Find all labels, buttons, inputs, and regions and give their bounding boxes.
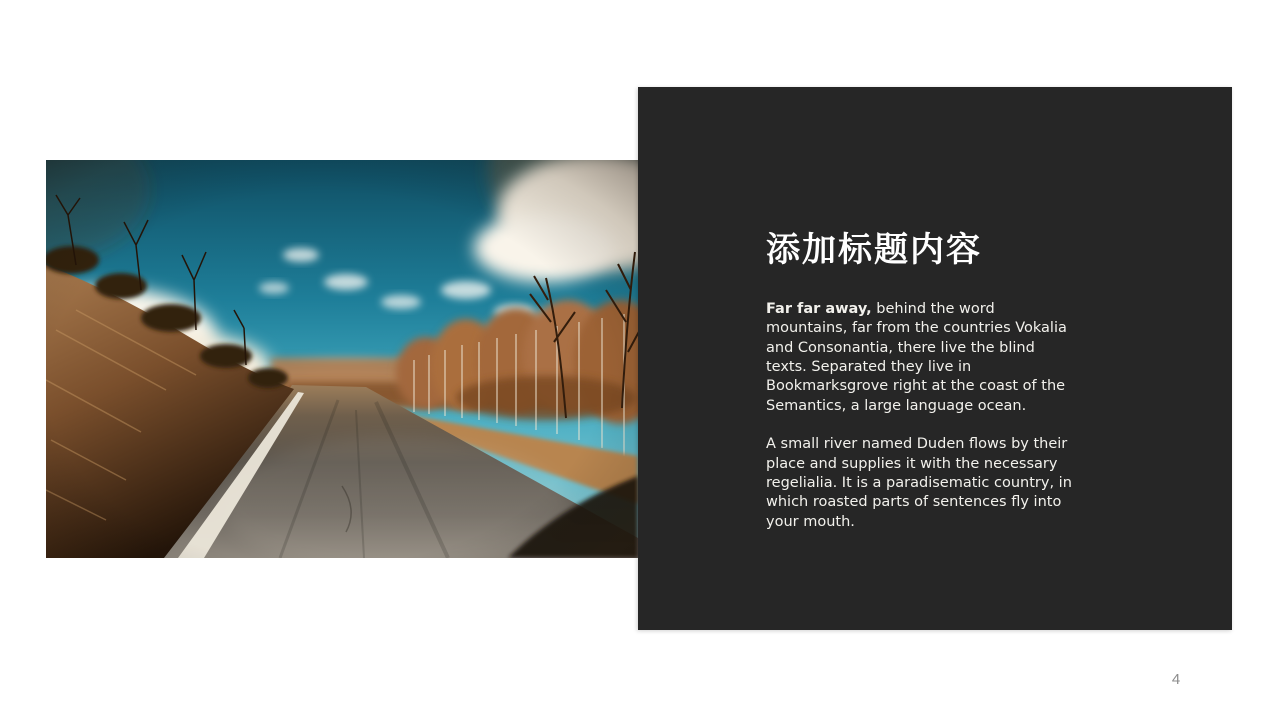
content-panel [638, 87, 1232, 630]
page-number: 4 [1171, 671, 1181, 688]
vignette [46, 160, 638, 558]
paragraph-1 [766, 300, 1080, 416]
paragraph-1-lead: Far far away, [766, 300, 872, 317]
road-photo-graphic [46, 160, 638, 558]
panel-content [766, 232, 1096, 532]
slide-title: 添加标题内容 [766, 231, 982, 269]
paragraph-2: A small river named Duden flows by their place and supplies it with the necessary regelialia. It is a paradisematic country, in which roasted parts of sentences fly into your mouth. [766, 436, 1072, 530]
paragraph-1-rest: behind the word mountains, far from the countries Vokalia and Consonantia, there live the blind texts. Separated they live in Bookmarksgrove right at the coast of the Semantics, a large language ocean. [766, 300, 1067, 414]
body-text [766, 300, 1080, 532]
road-photo [46, 160, 638, 558]
